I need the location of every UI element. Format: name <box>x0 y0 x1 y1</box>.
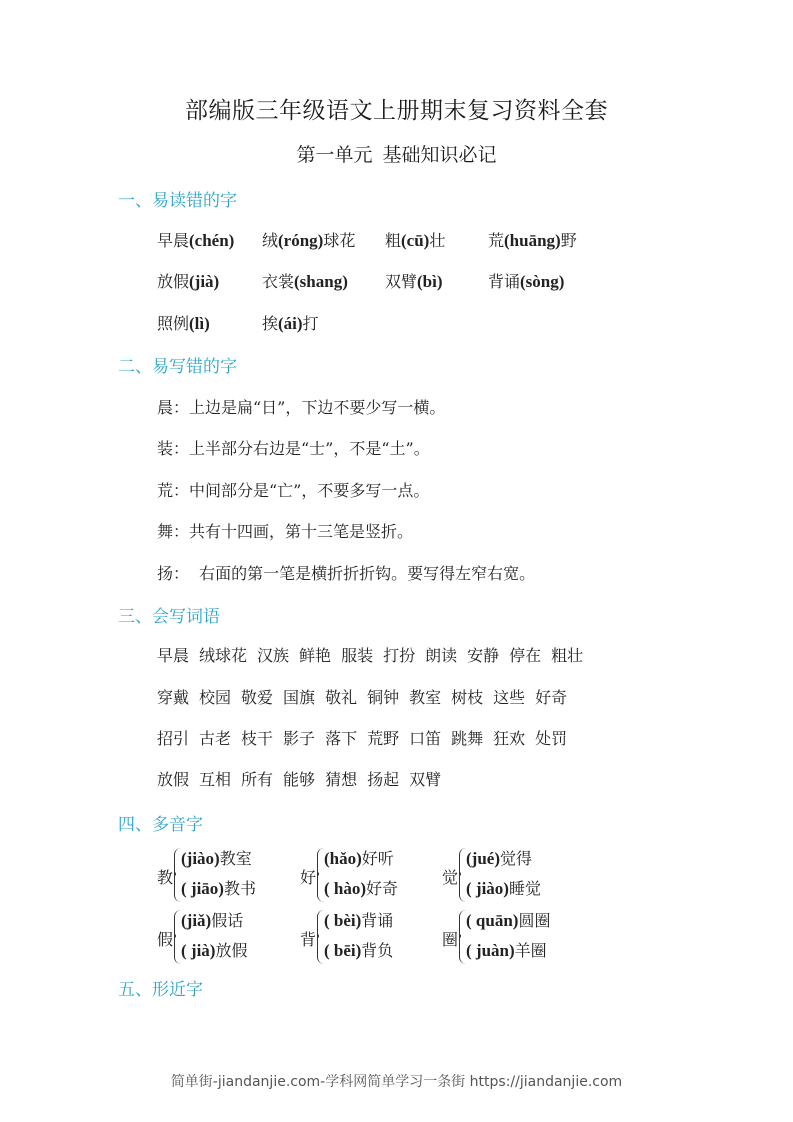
writing-tip-line: 扬： 右面的第一笔是横折折折钩。要写得左窄右宽。 <box>157 564 536 583</box>
pinyin-item: 粗(cū)壮 <box>385 231 446 250</box>
pinyin-item: 挨(ái)打 <box>262 314 319 333</box>
vocab-row: 放假 互相 所有 能够 猜想 扬起 双臂 <box>157 770 442 789</box>
brace-icon <box>174 848 181 902</box>
pinyin-item: 放假(jià) <box>157 272 220 291</box>
section-heading-4: 四、多音字 <box>118 815 203 835</box>
document-title: 部编版三年级语文上册期末复习资料全套 <box>185 98 608 124</box>
pinyin-item: 早晨(chén) <box>157 231 235 250</box>
section-heading-1: 一、易读错的字 <box>118 191 237 211</box>
vocab-row: 早晨 绒球花 汉族 鲜艳 服装 打扮 朗读 安静 停在 粗壮 <box>157 646 584 665</box>
pinyin-item: 双臂(bì) <box>385 272 443 291</box>
vocab-row: 穿戴 校园 敬爱 国旗 敬礼 铜钟 教室 树枝 这些 好奇 <box>157 688 568 707</box>
writing-tip-line: 晨：上边是扁“日”，下边不要少写一横。 <box>157 398 446 417</box>
brace-icon <box>459 910 466 964</box>
brace-icon <box>317 848 324 902</box>
unit-label: 第一单元 <box>296 144 373 166</box>
vocab-row: 招引 古老 枝干 影子 落下 荒野 口笛 跳舞 狂欢 处罚 <box>157 729 568 748</box>
brace-icon <box>459 848 466 902</box>
pinyin-item: 衣裳(shang) <box>262 272 348 291</box>
writing-tip-line: 装：上半部分右边是“士”，不是“土”。 <box>157 439 430 458</box>
section-heading-5: 五、形近字 <box>118 980 203 1000</box>
writing-tip-line: 舞：共有十四画，第十三笔是竖折。 <box>157 522 414 541</box>
brace-icon <box>174 910 181 964</box>
writing-tip-line: 荒：中间部分是“亡”，不要多写一点。 <box>157 481 430 500</box>
brace-icon <box>317 910 324 964</box>
section-heading-2: 二、易写错的字 <box>118 357 237 377</box>
footer-watermark: 简单街-jiandanjie.com-学科网简单学习一条街 https://jiandanjie.com <box>170 1074 623 1090</box>
unit-topic: 基础知识必记 <box>382 144 497 166</box>
section-heading-3: 三、会写词语 <box>118 607 220 627</box>
pinyin-item: 绒(róng)球花 <box>262 231 356 250</box>
pinyin-item: 背诵(sòng) <box>488 272 565 291</box>
pinyin-item: 照例(lì) <box>157 314 210 333</box>
document-subtitle <box>0 140 793 167</box>
pinyin-item: 荒(huāng)野 <box>488 231 577 250</box>
